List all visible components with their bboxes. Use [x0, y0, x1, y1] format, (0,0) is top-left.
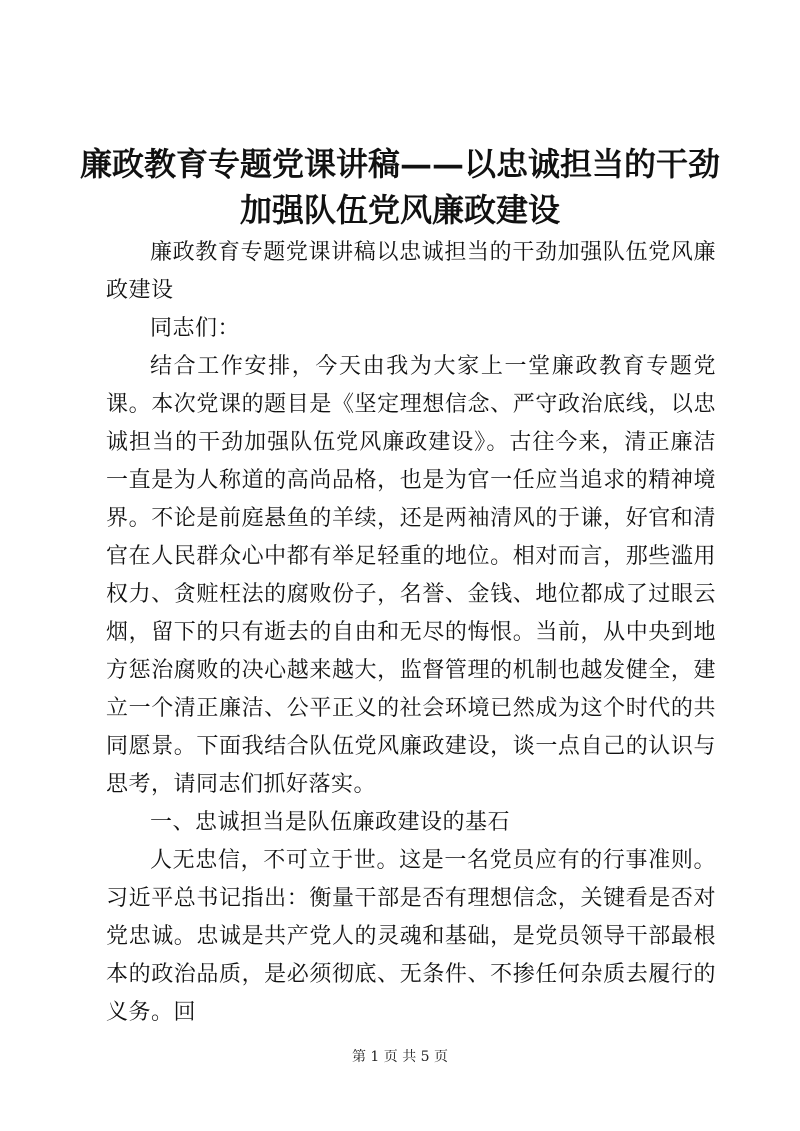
document-title-line-2: 加强队伍党风廉政建设 — [239, 191, 560, 229]
section-paragraph: 人无忠信，不可立于世。这是一名党员应有的行事准则。习近平总书记指出：衡量干部是否有理想信念，关键看是否对党忠诚。忠诚是共产党人的灵魂和基础，是党员领导干部最根本的政治品质，是必须彻底、无条件、不掺任何杂质去履行的义务。回 — [106, 848, 716, 1025]
page-footer: 第 1 页 共 5 页 — [351, 1049, 449, 1065]
section-heading: 一、忠诚担当是队伍廉政建设的基石 — [150, 810, 511, 835]
salutation-paragraph: 同志们： — [150, 316, 241, 341]
document-title-line-1: 廉政教育专题党课讲稿——以忠诚担当的干劲 — [79, 145, 720, 183]
subtitle-paragraph: 廉政教育专题党课讲稿以忠诚担当的干劲加强队伍党风廉政建设 — [106, 240, 716, 303]
intro-paragraph: 结合工作安排，今天由我为大家上一堂廉政教育专题党课。本次党课的题目是《坚定理想信念、严守政治底线，以忠诚担当的干劲加强队伍党风廉政建设》。古往今来，清正廉洁一直是为人称道的高尚品格，也是为官一任应当追求的精神境界。不论是前庭悬鱼的羊续，还是两袖清风的于谦，好官和清官在人民群众心中都有举足轻重的地位。相对而言，那些滥用权力、贪赃枉法的腐败份子，名誉、金钱、地位都成了过眼云烟，留下的只有逝去的自由和无尽的悔恨。当前，从中央到地方惩治腐败的决心越来越大，监督管理的机制也越发健全，建立一个清正廉洁、公平正义的社会环境已然成为这个时代的共同愿景。下面我结合队伍党风廉政建设，谈一点自己的认识与思考，请同志们抓好落实。 — [106, 354, 716, 797]
